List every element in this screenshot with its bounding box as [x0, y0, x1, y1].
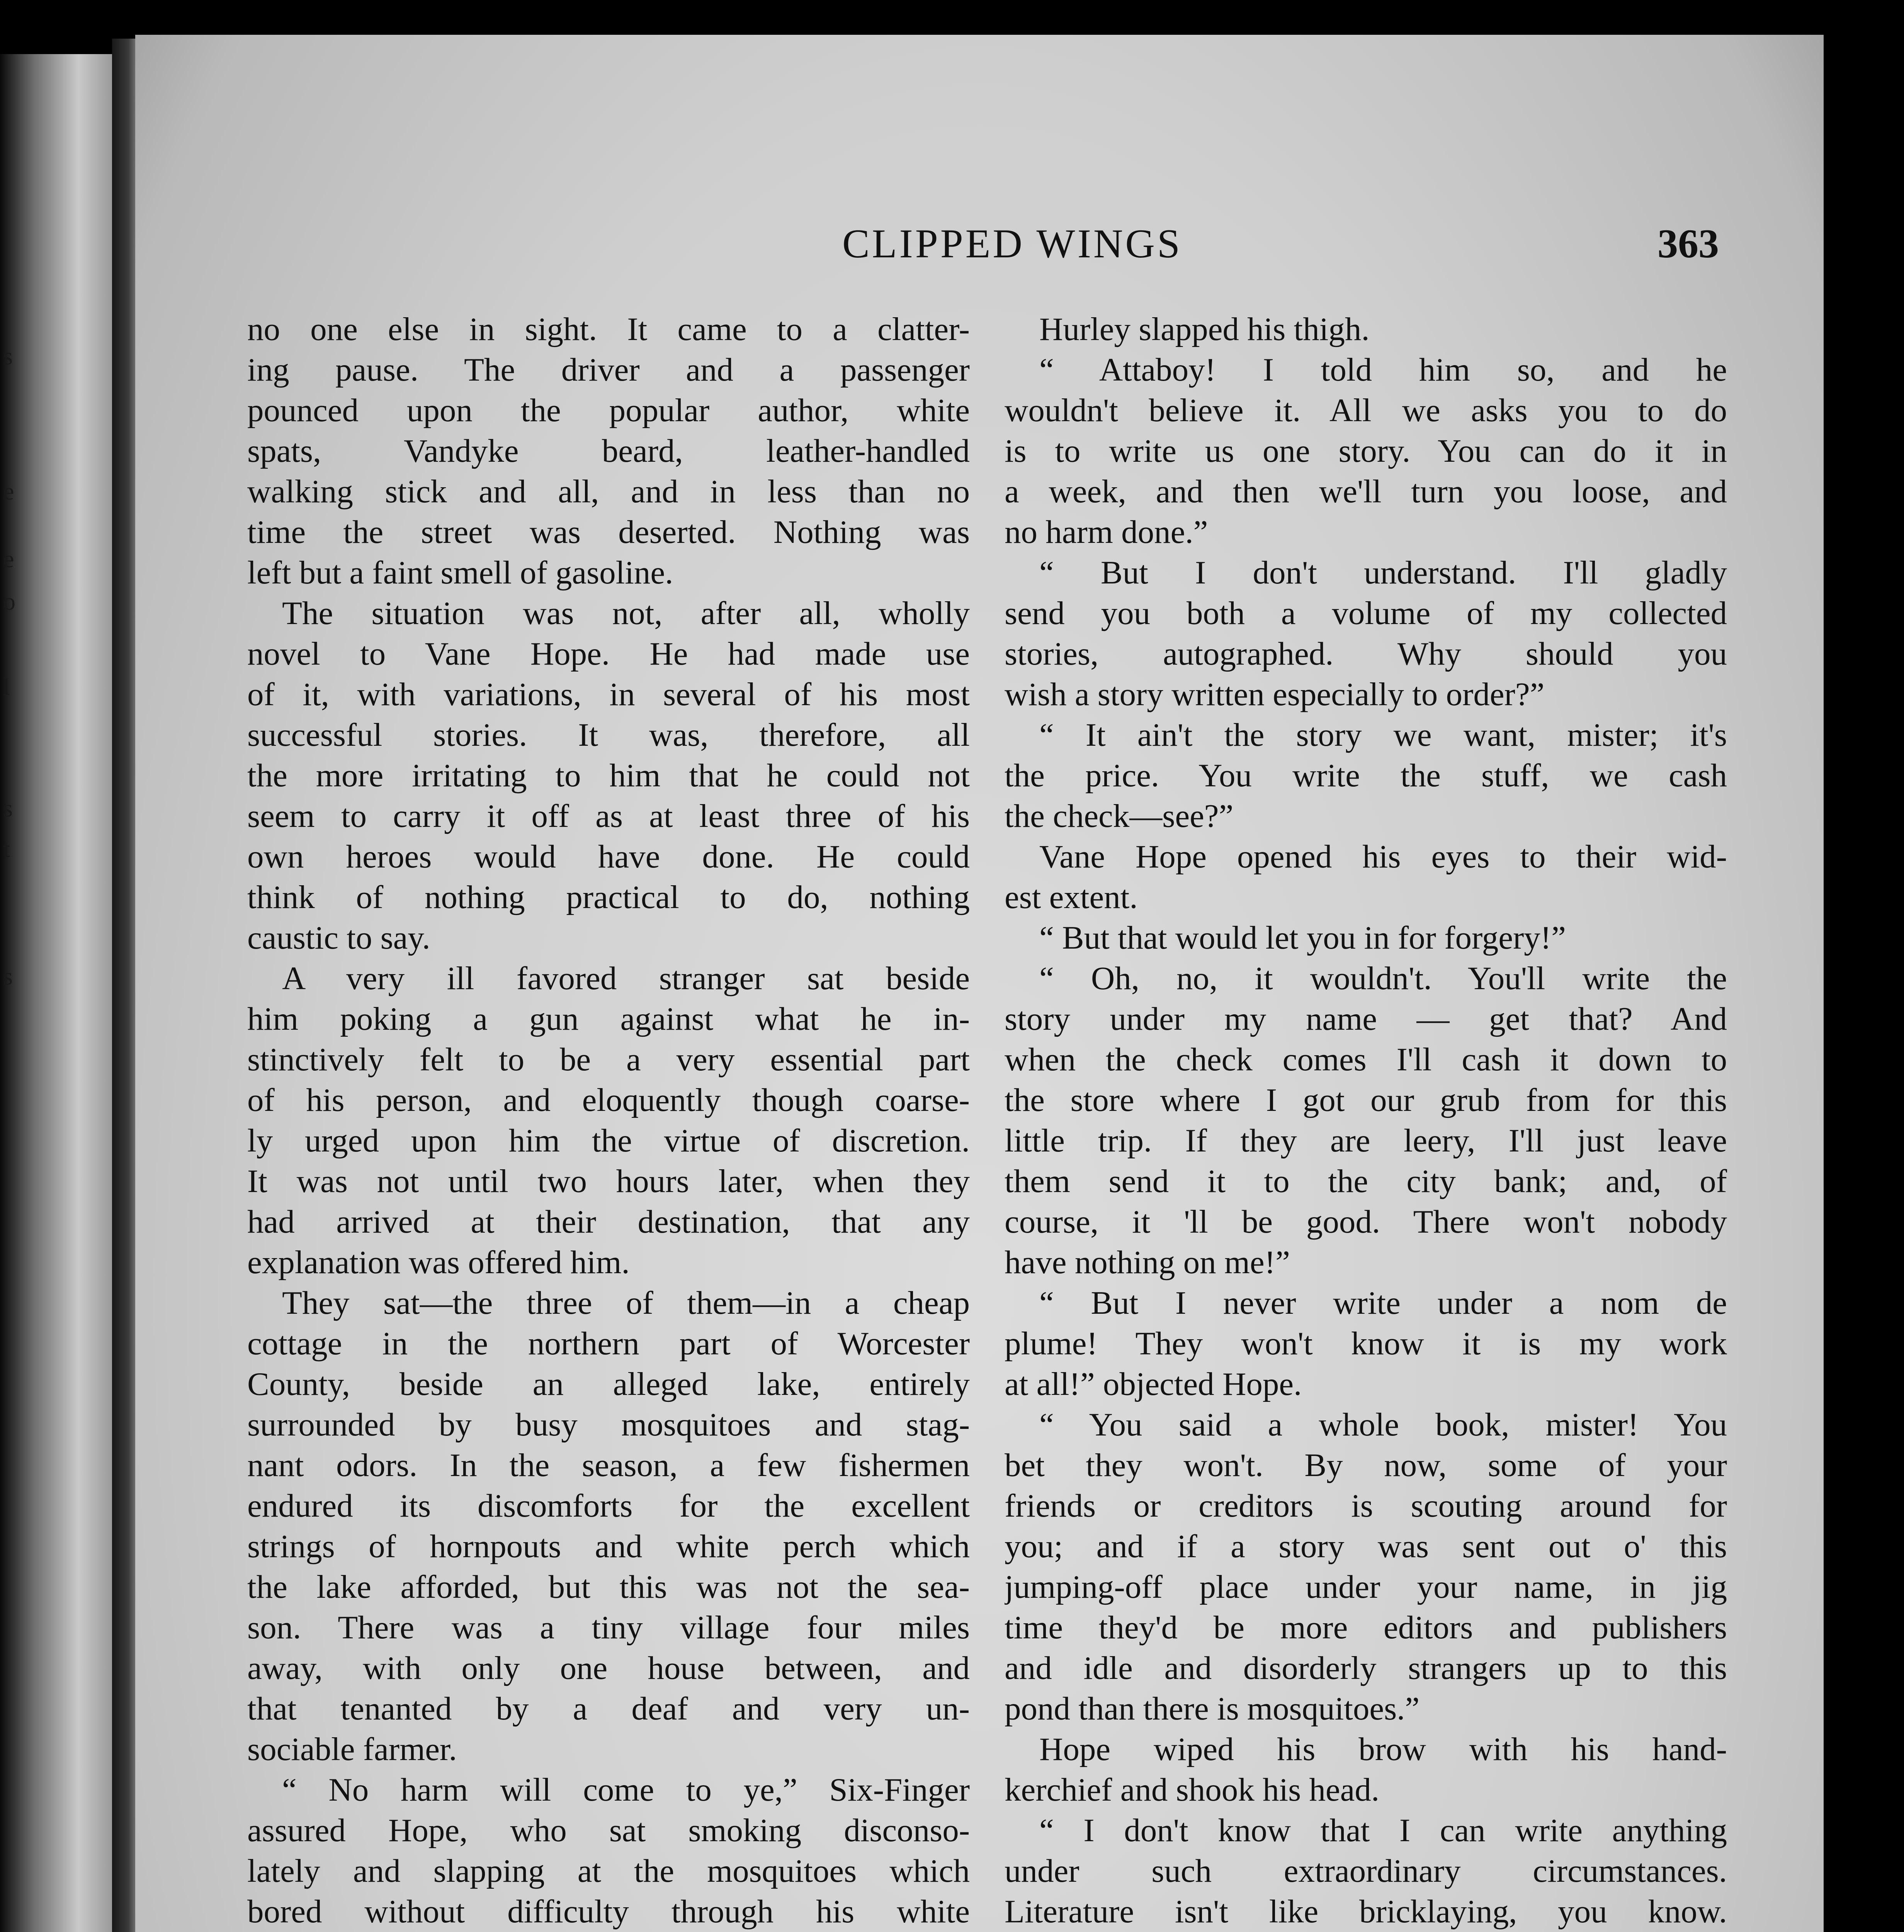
text-line: time they'd be more editors and publishers	[1005, 1609, 1727, 1646]
text-line: have nothing on me!”	[1005, 1244, 1290, 1281]
text-line: had arrived at their destination, that any	[247, 1204, 970, 1240]
text-line: no harm done.”	[1005, 514, 1208, 550]
text-line: plume! They won't know it is my work	[1005, 1325, 1727, 1362]
text-line: “ It ain't the story we want, mister; it's	[1039, 717, 1727, 753]
left-text-column	[247, 309, 970, 1932]
text-line: the lake afforded, but this was not the sea-	[247, 1569, 970, 1605]
text-line: spats, Vandyke beard, leather-handled	[247, 433, 970, 469]
text-line: friends or creditors is scouting around for	[1005, 1488, 1727, 1524]
text-line: story under my name — get that? And	[1005, 1001, 1727, 1037]
text-line: the price. You write the stuff, we cash	[1005, 757, 1727, 794]
text-line: sociable farmer.	[247, 1731, 457, 1767]
text-line: wouldn't believe it. All we asks you to do	[1005, 392, 1727, 429]
text-line: “ I don't know that I can write anything	[1039, 1812, 1727, 1849]
margin-letter: s	[3, 794, 13, 822]
text-line: the check—see?”	[1005, 798, 1234, 834]
running-title: CLIPPED WINGS	[842, 221, 1182, 266]
text-line: the more irritating to him that he could not	[247, 757, 970, 794]
text-line: “ No harm will come to ye,” Six-Finger	[282, 1772, 970, 1808]
right-text-column	[1005, 309, 1727, 1932]
text-line: walking stick and all, and in less than no	[247, 473, 970, 510]
text-line: pounced upon the popular author, white	[247, 392, 970, 429]
text-line: successful stories. It was, therefore, all	[247, 717, 970, 753]
text-line: They sat—the three of them—in a cheap	[282, 1285, 970, 1321]
margin-letter: s	[3, 963, 13, 990]
text-line: The situation was not, after all, wholly	[282, 595, 970, 631]
text-line: stories, autographed. Why should you	[1005, 636, 1727, 672]
text-line: kerchief and shook his head.	[1005, 1772, 1380, 1808]
text-line: jumping-off place under your name, in jig	[1005, 1569, 1727, 1605]
text-line: County, beside an alleged lake, entirely	[247, 1366, 970, 1402]
margin-letter: o	[3, 588, 15, 615]
text-line: “ Oh, no, it wouldn't. You'll write the	[1039, 960, 1727, 997]
text-line: Vane Hope opened his eyes to their wid-	[1039, 838, 1727, 875]
text-line: and idle and disorderly strangers up to this	[1005, 1650, 1727, 1686]
text-line: own heroes would have done. He could	[247, 838, 970, 875]
text-line: bored without difficulty through his white	[247, 1893, 970, 1930]
text-line: him poking a gun against what he in-	[247, 1001, 970, 1037]
text-line: send you both a volume of my collected	[1005, 595, 1727, 631]
text-line: time the street was deserted. Nothing was	[247, 514, 970, 550]
text-line: that tenanted by a deaf and very un-	[247, 1690, 970, 1727]
text-line: son. There was a tiny village four miles	[247, 1609, 970, 1646]
margin-letter: s	[3, 342, 13, 370]
text-line: the store where I got our grub from for this	[1005, 1082, 1727, 1118]
text-line: ing pause. The driver and a passenger	[247, 352, 970, 388]
text-line: novel to Vane Hope. He had made use	[247, 636, 970, 672]
text-line: seem to carry it off as at least three of his	[247, 798, 970, 834]
text-line: left but a faint smell of gasoline.	[247, 554, 673, 591]
text-line: no one else in sight. It came to a clatter-	[247, 311, 970, 347]
text-line: Hurley slapped his thigh.	[1039, 311, 1370, 347]
facing-page-letters	[0, 54, 23, 1932]
text-line: of it, with variations, in several of his most	[247, 676, 970, 713]
text-line: cottage in the northern part of Worcester	[247, 1325, 970, 1362]
text-line: wish a story written especially to order?”	[1005, 676, 1545, 713]
text-line: think of nothing practical to do, nothing	[247, 879, 970, 915]
text-line: nant odors. In the season, a few fishermen	[247, 1447, 970, 1483]
text-line: when the check comes I'll cash it down to	[1005, 1041, 1727, 1078]
text-line: under such extraordinary circumstances.	[1005, 1853, 1727, 1889]
text-line: “ Attaboy! I told him so, and he	[1039, 352, 1727, 388]
margin-letter: t	[3, 835, 10, 862]
text-line: A very ill favored stranger sat beside	[282, 960, 970, 997]
text-line: “ But I never write under a nom de	[1039, 1285, 1727, 1321]
text-line: endured its discomforts for the excellent	[247, 1488, 970, 1524]
text-line: is to write us one story. You can do it in	[1005, 433, 1727, 469]
text-line: course, it 'll be good. There won't nobody	[1005, 1204, 1727, 1240]
page-number: 363	[1658, 221, 1719, 266]
margin-letter: l	[3, 673, 10, 700]
text-line: lately and slapping at the mosquitoes which	[247, 1853, 970, 1889]
text-line: you; and if a story was sent out o' this	[1005, 1528, 1727, 1565]
margin-letter: e	[3, 545, 14, 573]
text-line: of his person, and eloquently though coarse-	[247, 1082, 970, 1118]
text-line: away, with only one house between, and	[247, 1650, 970, 1686]
text-line: stinctively felt to be a very essential part	[247, 1041, 970, 1078]
text-line: “ But that would let you in for forgery!”	[1039, 920, 1566, 956]
text-line: a week, and then we'll turn you loose, and	[1005, 473, 1727, 510]
text-line: them send it to the city bank; and, of	[1005, 1163, 1727, 1199]
text-line: Hope wiped his brow with his hand-	[1039, 1731, 1727, 1767]
text-line: “ But I don't understand. I'll gladly	[1039, 554, 1727, 591]
text-line: surrounded by busy mosquitoes and stag-	[247, 1406, 970, 1443]
text-line: bet they won't. By now, some of your	[1005, 1447, 1727, 1483]
text-line: It was not until two hours later, when they	[247, 1163, 970, 1199]
text-line: at all!” objected Hope.	[1005, 1366, 1302, 1402]
text-line: little trip. If they are leery, I'll just leave	[1005, 1122, 1727, 1159]
margin-letter: e	[3, 478, 14, 505]
text-line: “ You said a whole book, mister! You	[1039, 1406, 1727, 1443]
text-line: est extent.	[1005, 879, 1138, 915]
text-line: ly urged upon him the virtue of discretion.	[247, 1122, 970, 1159]
text-line: assured Hope, who sat smoking disconso-	[247, 1812, 970, 1849]
text-line: Literature isn't like bricklaying, you know.	[1005, 1893, 1727, 1930]
text-line: explanation was offered him.	[247, 1244, 630, 1281]
text-line: strings of hornpouts and white perch which	[247, 1528, 970, 1565]
text-line: pond than there is mosquitoes.”	[1005, 1690, 1420, 1727]
text-line: caustic to say.	[247, 920, 430, 956]
